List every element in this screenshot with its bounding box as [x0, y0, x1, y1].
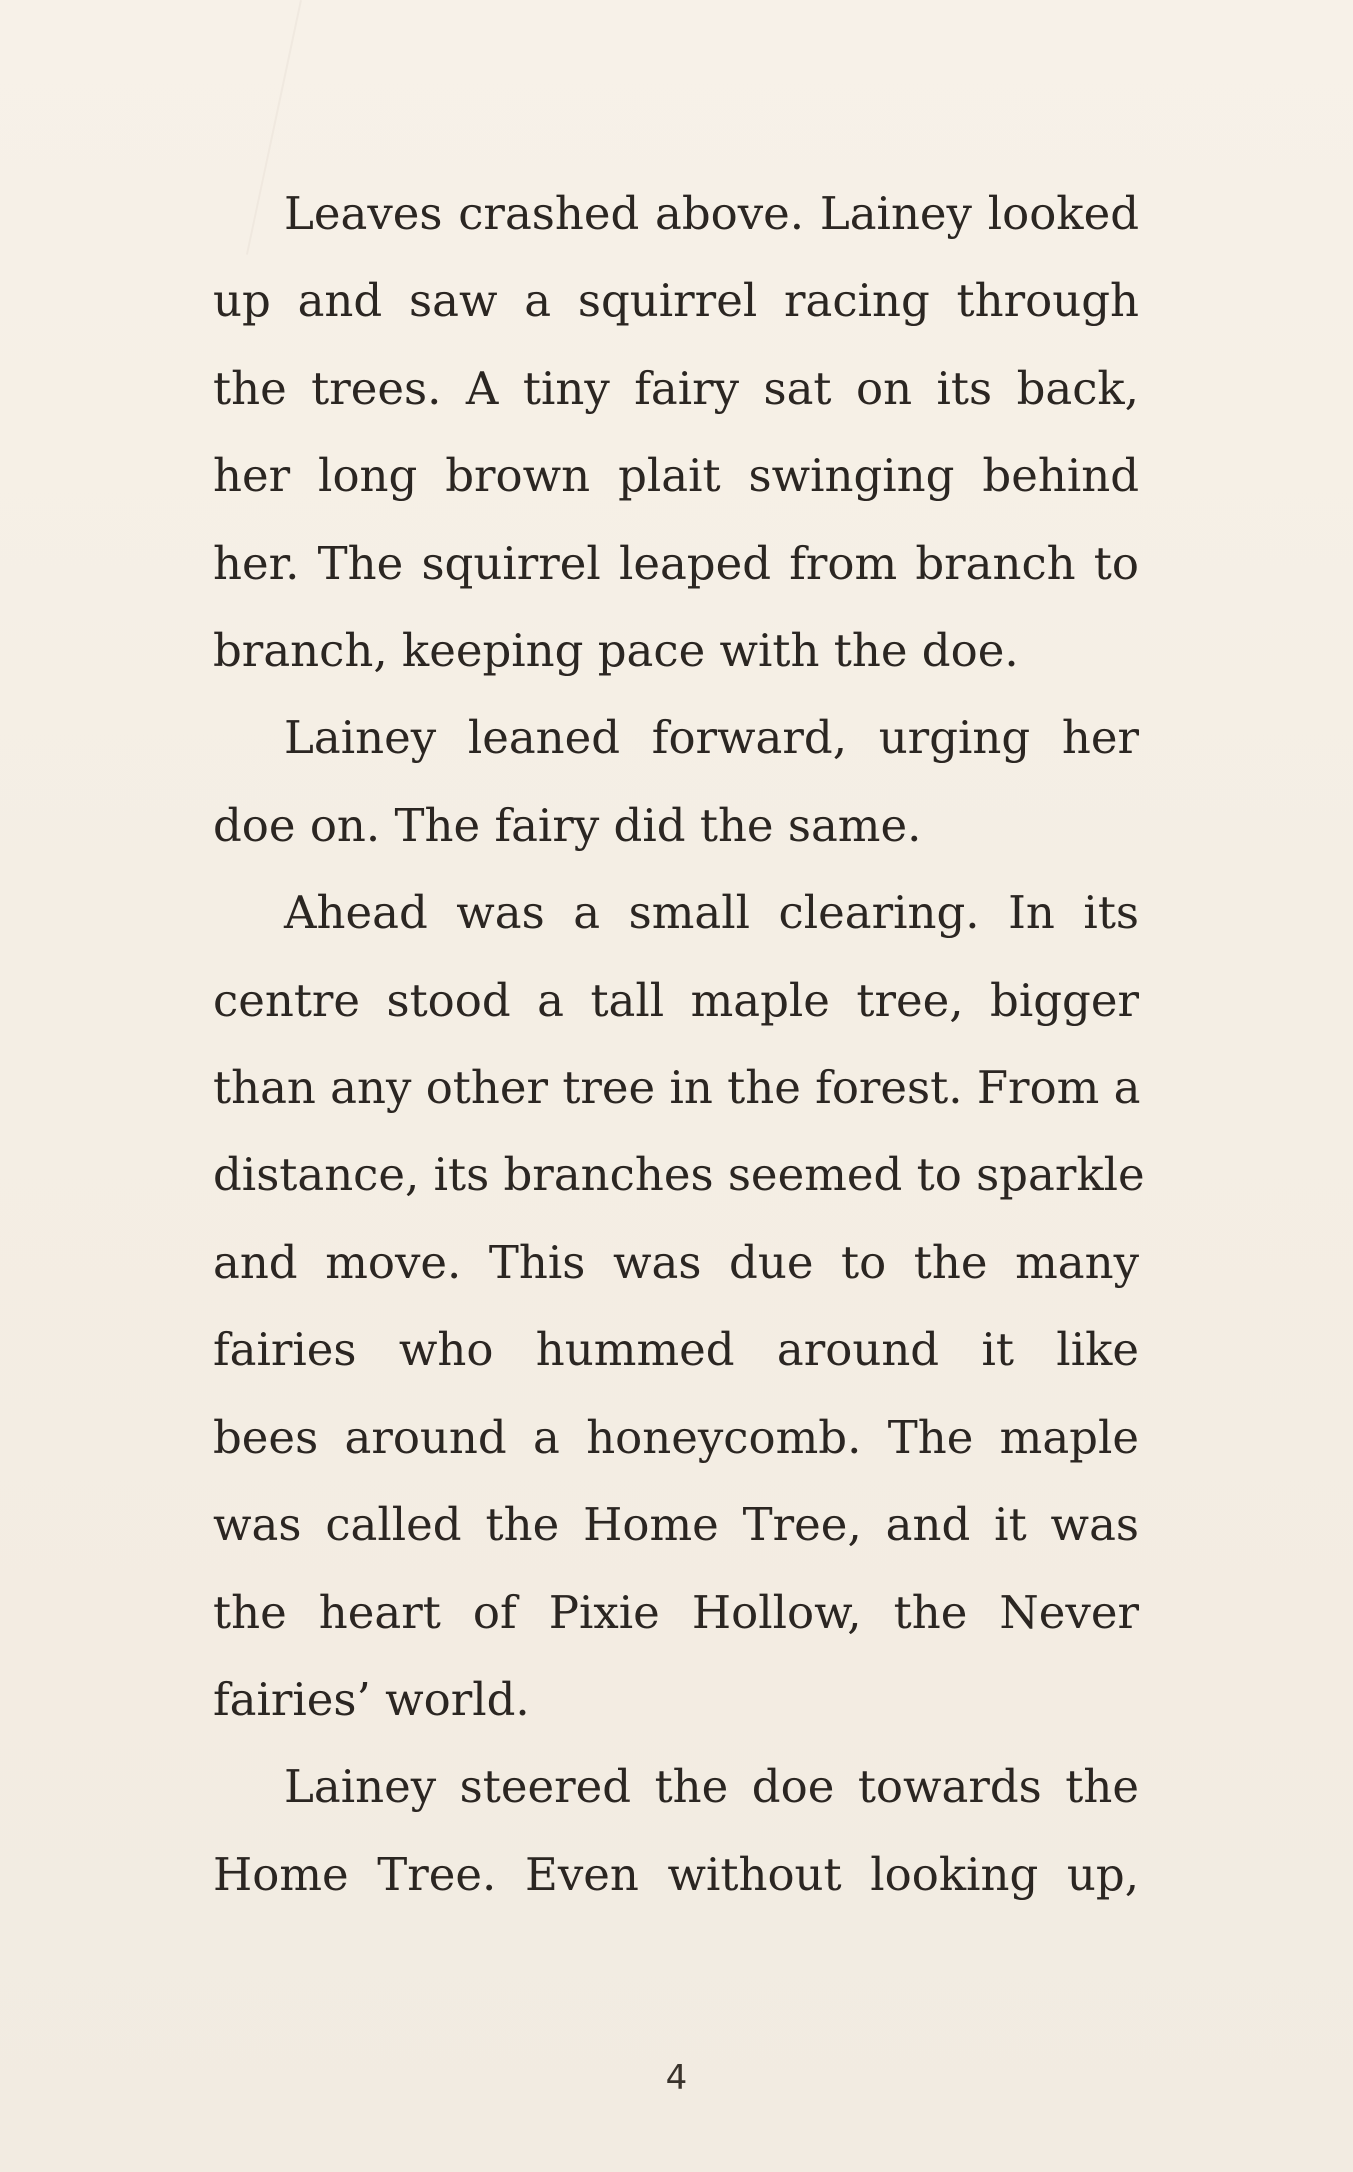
text-line: Lainey leaned forward, urging her [284, 711, 1139, 765]
text-line: centre stood a tall maple tree, bigger [213, 973, 1139, 1027]
text-line: branch, keeping pace with the doe. [213, 624, 1019, 678]
text-line: was called the Home Tree, and it was [213, 1498, 1139, 1552]
text-line: Home Tree. Even without looking up, [213, 1847, 1139, 1901]
paragraph-4 [213, 1743, 1139, 1918]
paragraph-3 [213, 869, 1145, 1743]
text-line: fairies’ world. [213, 1672, 530, 1726]
text-line: the heart of Pixie Hollow, the Never [213, 1585, 1139, 1639]
text-line: Lainey steered the doe towards the [284, 1760, 1139, 1814]
text-line: Ahead was a small clearing. In its [284, 886, 1139, 940]
text-line: bees around a honeycomb. The maple [213, 1410, 1139, 1464]
text-line: than any other tree in the forest. From a [213, 1061, 1141, 1115]
text-line: fairies who hummed around it like [213, 1323, 1139, 1377]
text-line: her. The squirrel leaped from branch to [213, 536, 1139, 590]
text-line: her long brown plait swinging behind [213, 449, 1139, 503]
text-line: Leaves crashed above. Lainey looked [284, 187, 1139, 240]
text-line: distance, its branches seemed to sparkle [213, 1148, 1145, 1202]
text-line: up and saw a squirrel racing through [213, 274, 1139, 328]
paragraph-1 [213, 170, 1139, 694]
page-number: 4 [665, 2058, 688, 2098]
text-line: and move. This was due to the many [213, 1235, 1139, 1289]
body-text [213, 170, 1145, 1918]
text-line: the trees. A tiny fairy sat on its back, [213, 361, 1139, 415]
paragraph-2 [213, 694, 1139, 869]
text-line: doe on. The fairy did the same. [213, 798, 922, 852]
